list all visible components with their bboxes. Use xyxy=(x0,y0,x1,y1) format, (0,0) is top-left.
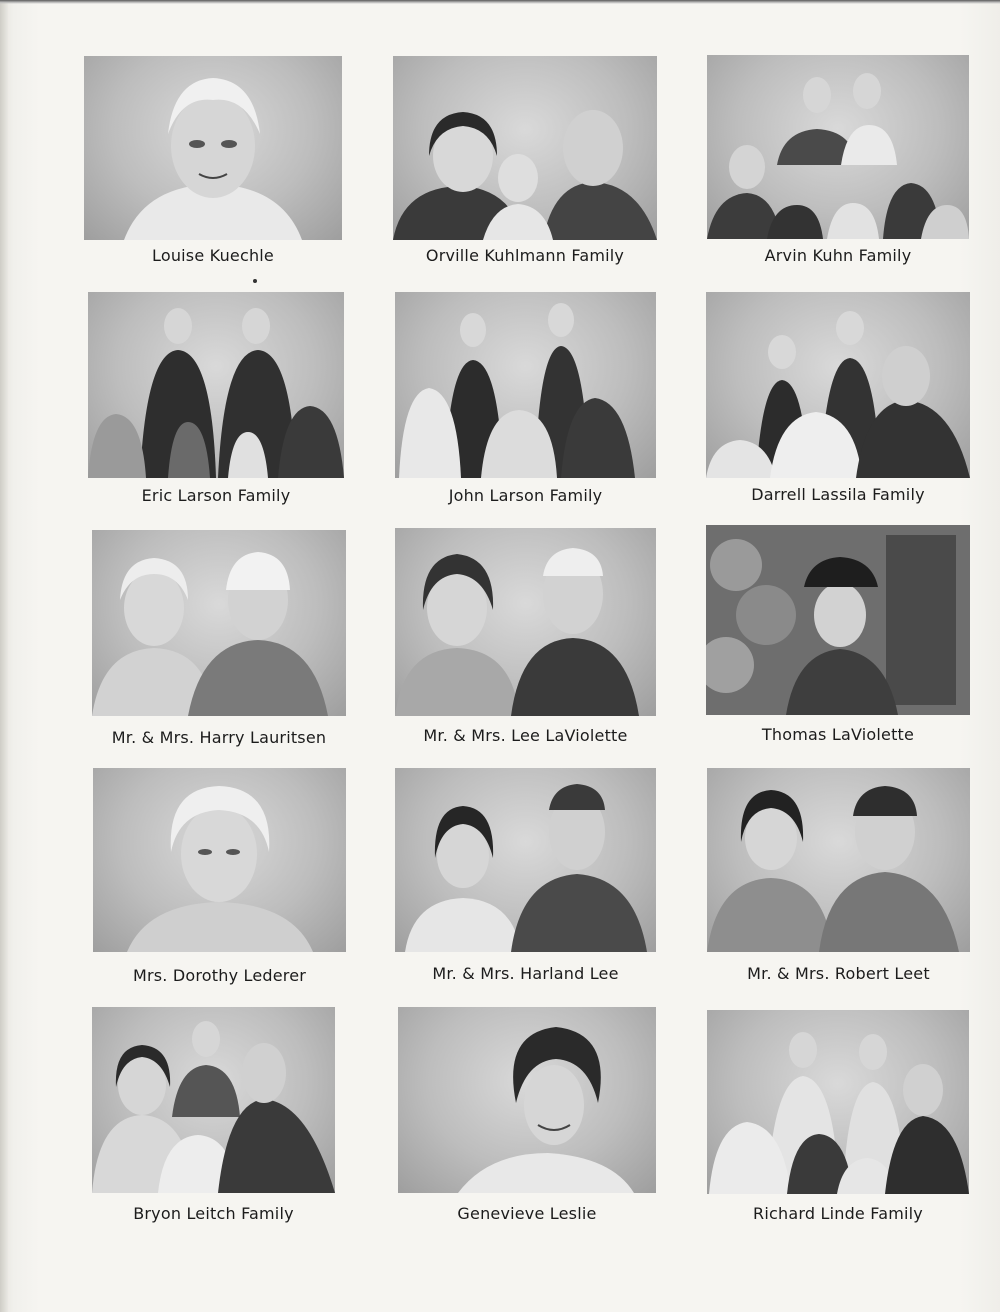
family-photo xyxy=(88,292,344,478)
couple-photo xyxy=(395,528,656,716)
entry-name: Eric Larson Family xyxy=(141,486,291,505)
ink-speck xyxy=(253,279,257,283)
family-photo xyxy=(706,292,970,478)
family-photo xyxy=(393,56,657,240)
directory-entry xyxy=(84,56,342,276)
entry-name: Mr. & Mrs. Lee LaViolette xyxy=(423,726,628,745)
directory-entry xyxy=(706,525,970,747)
directory-entry xyxy=(395,528,656,750)
directory-entry xyxy=(93,768,346,988)
family-photo xyxy=(707,55,969,239)
entry-name: Arvin Kuhn Family xyxy=(764,246,912,265)
entry-name: Darrell Lassila Family xyxy=(751,485,925,504)
couple-photo xyxy=(92,530,346,716)
portrait-photo xyxy=(84,56,342,240)
directory-entry xyxy=(395,292,656,512)
couple-photo xyxy=(707,768,970,952)
directory-entry xyxy=(707,1010,969,1230)
entry-name: Bryon Leitch Family xyxy=(133,1204,294,1223)
family-photo xyxy=(92,1007,335,1193)
directory-entry xyxy=(707,55,969,275)
entry-name: Mr. & Mrs. Robert Leet xyxy=(747,964,930,983)
entry-name: John Larson Family xyxy=(448,486,603,505)
page-top-edge xyxy=(0,0,1000,4)
couple-photo xyxy=(395,768,656,952)
directory-entry xyxy=(706,292,970,512)
entry-name: Genevieve Leslie xyxy=(457,1204,597,1223)
directory-entry xyxy=(393,56,657,276)
directory-entry xyxy=(88,292,344,512)
page-spine xyxy=(0,0,8,1312)
directory-entry xyxy=(398,1007,656,1229)
portrait-photo xyxy=(93,768,346,952)
portrait-photo xyxy=(398,1007,656,1193)
family-photo xyxy=(395,292,656,478)
entry-name: Mrs. Dorothy Lederer xyxy=(132,966,307,985)
entry-name: Thomas LaViolette xyxy=(761,725,915,744)
entry-name: Mr. & Mrs. Harland Lee xyxy=(432,964,619,983)
entry-name: Richard Linde Family xyxy=(753,1204,923,1223)
entry-name: Louise Kuechle xyxy=(152,246,274,265)
directory-entry xyxy=(395,768,656,988)
portrait-photo xyxy=(706,525,970,715)
family-photo xyxy=(707,1010,969,1194)
entry-name: Orville Kuhlmann Family xyxy=(425,246,625,265)
directory-entry xyxy=(707,768,970,988)
directory-entry xyxy=(92,1007,335,1229)
entry-name: Mr. & Mrs. Harry Lauritsen xyxy=(111,728,327,747)
directory-entry xyxy=(92,530,346,752)
